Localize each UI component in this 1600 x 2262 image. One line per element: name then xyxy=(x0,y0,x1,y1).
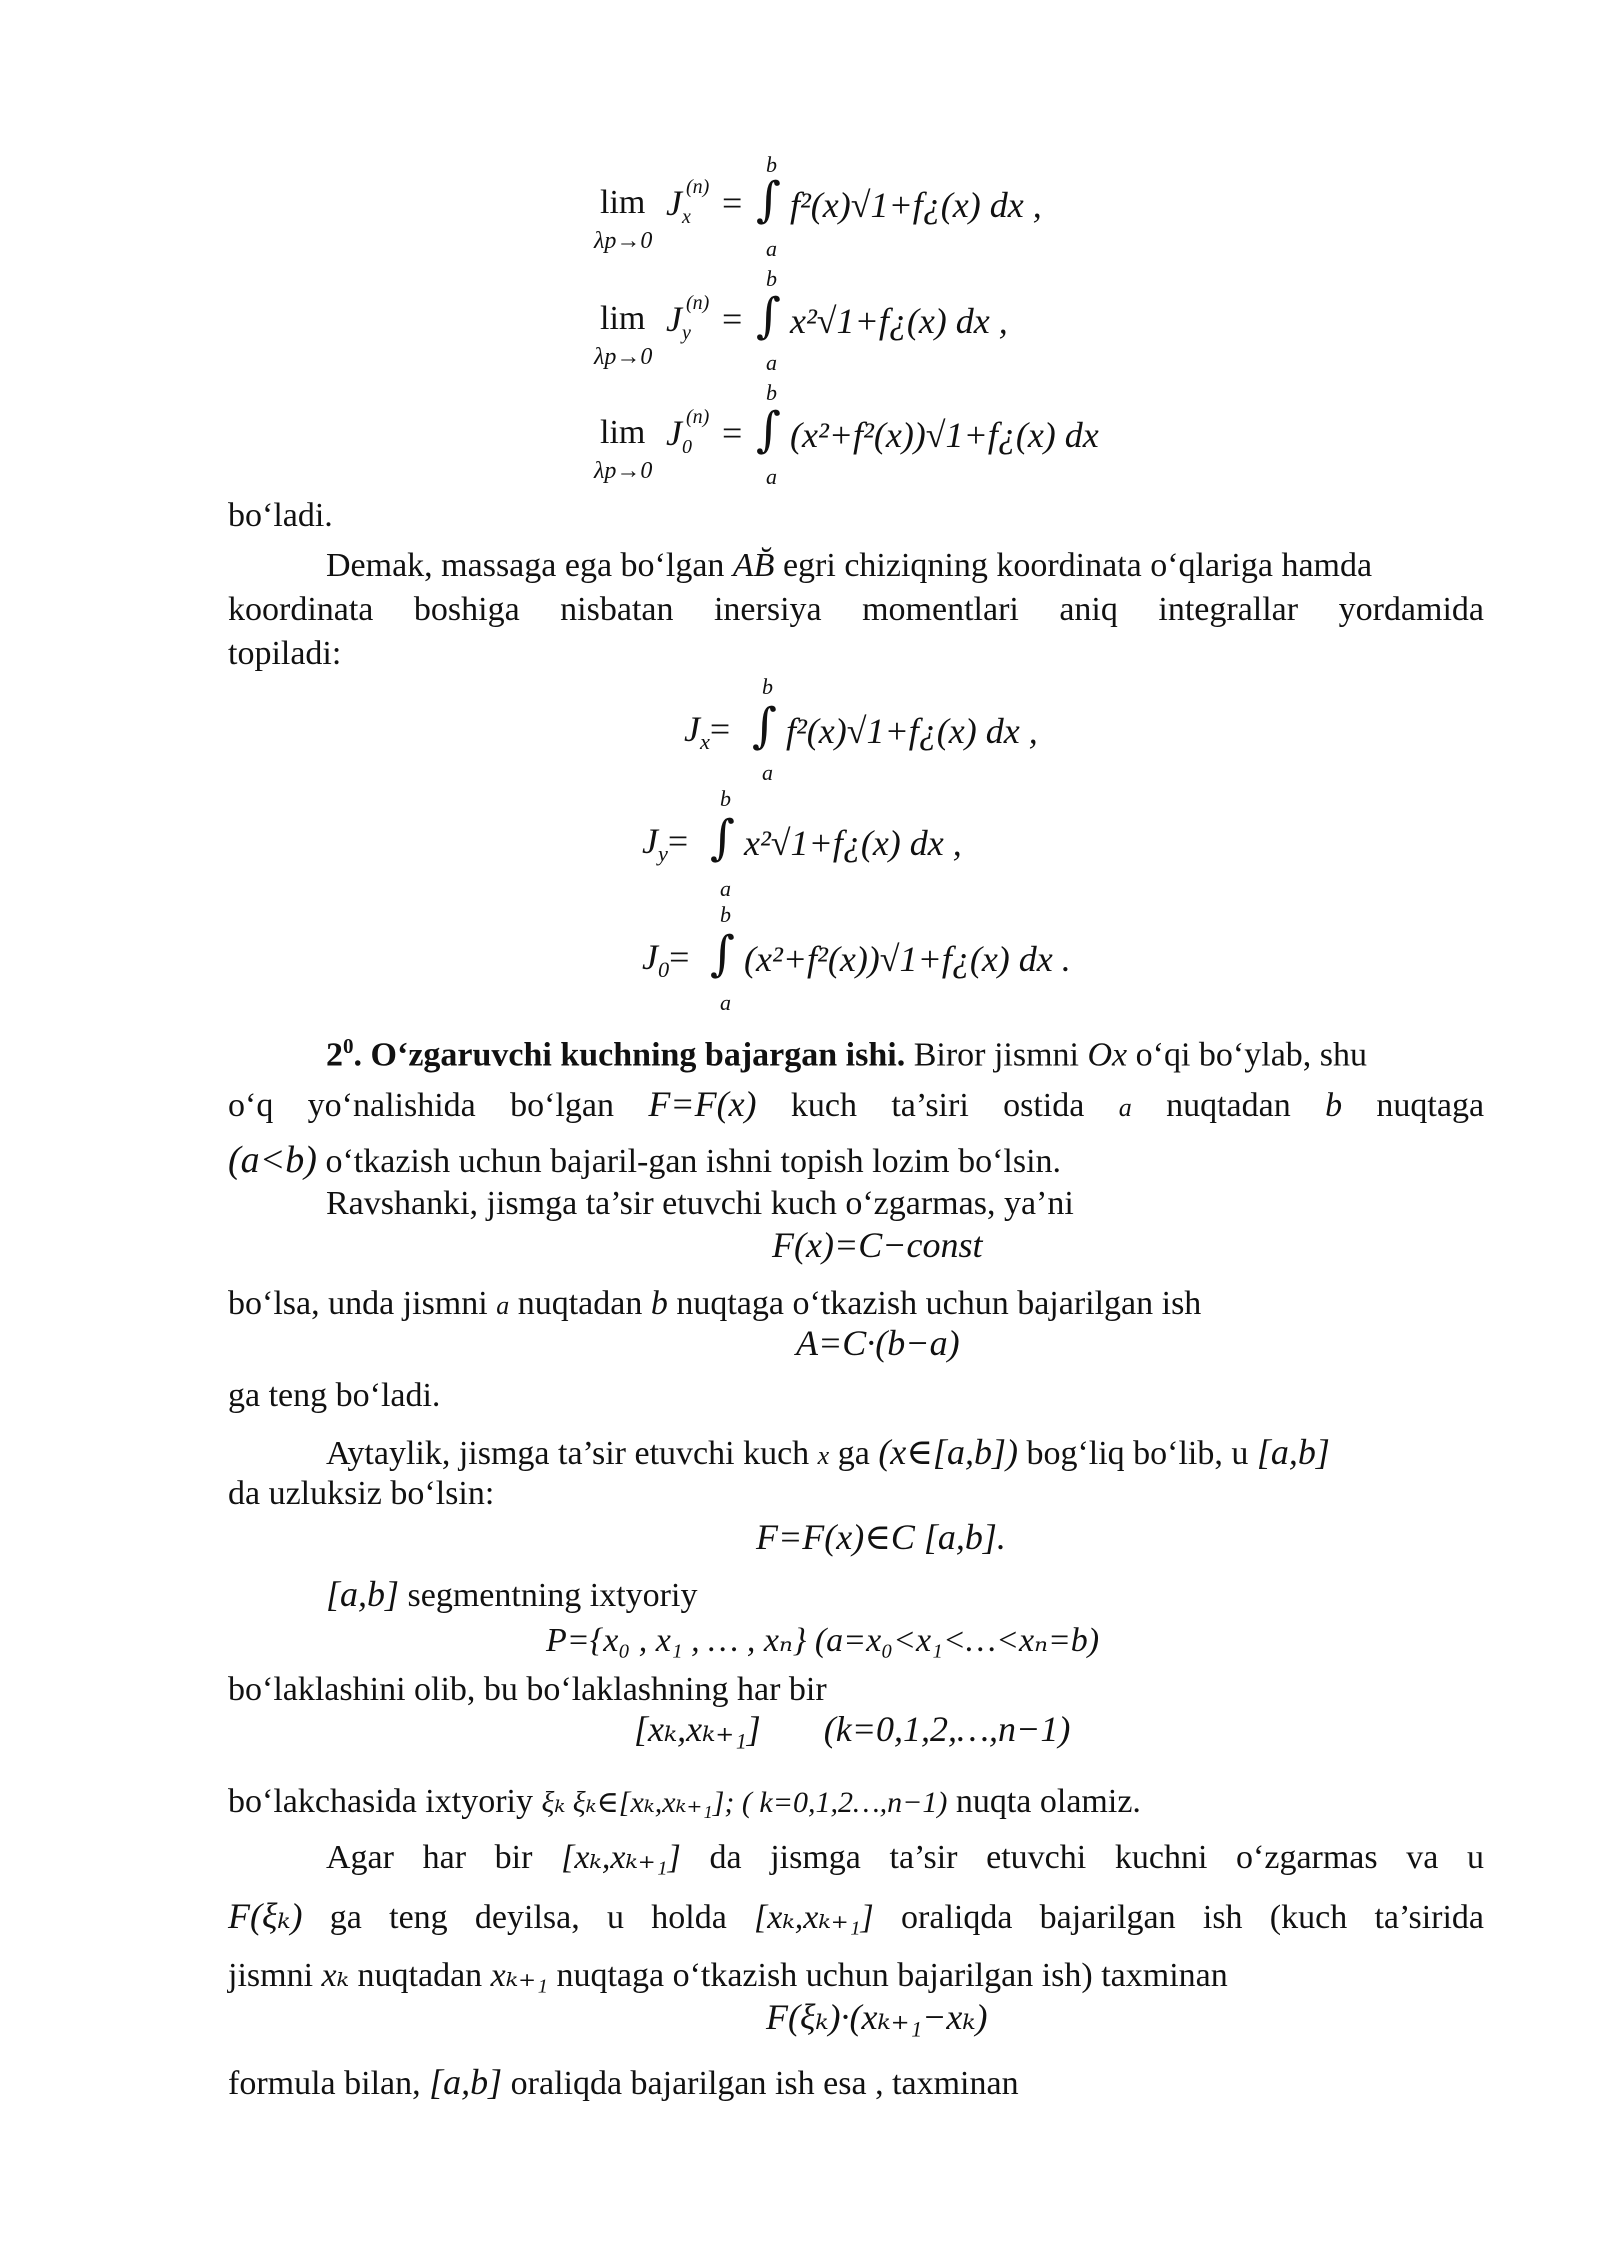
paragraph-line: (a<b) o‘tkazish uchun bajaril-gan ishni topish lozim bo‘lsin. xyxy=(228,1139,1062,1181)
section-heading-line: $2^0$. O‘zgaruvchi kuchning bajargan ishi. Biror jismni Ox o‘qi bo‘ylab, shu xyxy=(326,1034,1368,1074)
integral-lower-bound: a xyxy=(766,350,777,375)
integral-upper-bound: b xyxy=(766,380,777,405)
integral-lower-bound: a xyxy=(720,876,731,901)
integral-upper-bound: b xyxy=(762,674,773,699)
paragraph-line: Aytaylik, jismga ta’sir etuvchi kuch x ga (x∈[a,b]) bog‘liq bo‘lib, u [a,b] xyxy=(326,1432,1330,1472)
limit-lhs: $J_x$ xyxy=(666,183,691,229)
moment-lhs: $J_y=$ xyxy=(642,821,689,867)
paragraph-line: bo‘laklashini olib, bu bo‘laklashning har bir xyxy=(228,1671,827,1708)
moment-lhs: $J_0=$ xyxy=(642,937,690,983)
display-equation: A=C·(b−a) xyxy=(796,1323,960,1363)
limit-operator: lim xyxy=(600,300,646,337)
equals-sign: = xyxy=(722,299,743,339)
section-title: . O‘zgaruvchi kuchning bajargan ishi. xyxy=(353,1036,906,1074)
paragraph-line: Agar har bir [xₖ,xₖ₊₁] da jismga ta’sir etuvchi kuchni o‘zgarmas va u xyxy=(326,1839,1485,1876)
paragraph-line: da uzluksiz bo‘lsin: xyxy=(228,1475,495,1512)
paragraph-line: topiladi: xyxy=(228,635,342,672)
limit-subscript: λp→0 xyxy=(594,228,653,254)
display-equation: F=F(x)∈C [a,b]. xyxy=(756,1517,1006,1557)
integral-upper-bound: b xyxy=(766,266,777,291)
equals-sign: = xyxy=(722,413,743,453)
display-equation: [xₖ,xₖ₊₁] (k=0,1,2,…,n−1) xyxy=(634,1709,1071,1749)
integral-lower-bound: a xyxy=(762,760,773,785)
integrand: x²√1+f¿(x) dx , xyxy=(744,823,962,863)
integral-upper-bound: b xyxy=(720,902,731,927)
limit-lhs-sup: (n) xyxy=(686,292,710,314)
paragraph-line: Demak, massaga ega bo‘lgan AB̆ egri chiziqning koordinata o‘qlariga hamda xyxy=(326,547,1373,584)
integral-lower-bound: a xyxy=(766,236,777,261)
paragraph-line: jismni xₖ nuqtadan xₖ₊₁ nuqtaga o‘tkazish uchun bajarilgan ish) taxminan xyxy=(228,1957,1228,1994)
paragraph-line: koordinata boshiga nisbatan inersiya momentlari aniq integrallar yordamida xyxy=(228,591,1484,628)
integral-sign: ∫ xyxy=(710,810,736,866)
paragraph-line: Ravshanki, jismga ta’sir etuvchi kuch o‘zgarmas, ya’ni xyxy=(326,1185,1074,1222)
integral-sign: ∫ xyxy=(752,698,778,754)
integral-sign: ∫ xyxy=(710,926,736,982)
limit-lhs: $J_y$ xyxy=(666,299,691,345)
limit-subscript: λp→0 xyxy=(594,344,653,370)
arc-ab: AB̆ xyxy=(732,547,775,584)
integral-upper-bound: b xyxy=(720,786,731,811)
paragraph-line: o‘q yo‘nalishida bo‘lgan F=F(x) kuch ta’siri ostida a nuqtadan b nuqtaga xyxy=(228,1084,1485,1124)
integrand: f²(x)√1+f¿(x) dx , xyxy=(790,185,1042,225)
paragraph-line: bo‘lakchasida ixtyoriy ξₖ ξₖ∈[xₖ,xₖ₊₁]; ( k=0,1,2…,n−1) nuqta olamiz. xyxy=(228,1783,1141,1820)
display-equation: F(ξₖ)·(xₖ₊₁−xₖ) xyxy=(766,1997,988,2037)
paragraph-line: [a,b] segmentning ixtyoriy xyxy=(326,1574,698,1614)
integral-sign: ∫ xyxy=(756,288,782,344)
integrand: (x²+f²(x))√1+f¿(x) dx . xyxy=(744,939,1071,979)
paragraph-line: bo‘ladi. xyxy=(228,497,333,534)
moment-lhs: $J_x=$ xyxy=(684,709,731,755)
paragraph-line: formula bilan, [a,b] oraliqda bajarilgan ish esa , taxminan xyxy=(228,2062,1019,2102)
equals-sign: = xyxy=(722,183,743,223)
limit-operator: lim xyxy=(600,414,646,451)
paragraph-line: bo‘lsa, unda jismni a nuqtadan b nuqtaga o‘tkazish uchun bajarilgan ish xyxy=(228,1285,1202,1322)
limit-lhs-sup: (n) xyxy=(686,176,710,198)
paragraph-line: ga teng bo‘ladi. xyxy=(228,1377,441,1414)
integral-sign: ∫ xyxy=(756,402,782,458)
limit-lhs: $J_0$ xyxy=(666,413,692,459)
limit-lhs-sup: (n) xyxy=(686,406,710,428)
limit-operator: lim xyxy=(600,184,646,221)
integrand: x²√1+f¿(x) dx , xyxy=(790,301,1008,341)
integral-lower-bound: a xyxy=(720,990,731,1015)
display-equation: F(x)=C−const xyxy=(772,1225,983,1265)
limit-subscript: λp→0 xyxy=(594,458,653,484)
integral-sign: ∫ xyxy=(756,172,782,228)
paragraph-line: F(ξₖ) ga teng deyilsa, u holda [xₖ,xₖ₊₁] oraliqda bajarilgan ish (kuch ta’sirida xyxy=(228,1896,1485,1936)
display-equation: P={x₀ , x₁ , … , xₙ} (a=x₀<x₁<…<xₙ=b) xyxy=(546,1622,1100,1659)
integrand: f²(x)√1+f¿(x) dx , xyxy=(786,711,1038,751)
integral-lower-bound: a xyxy=(766,464,777,489)
integrand: (x²+f²(x))√1+f¿(x) dx xyxy=(790,415,1099,455)
integral-upper-bound: b xyxy=(766,152,777,177)
